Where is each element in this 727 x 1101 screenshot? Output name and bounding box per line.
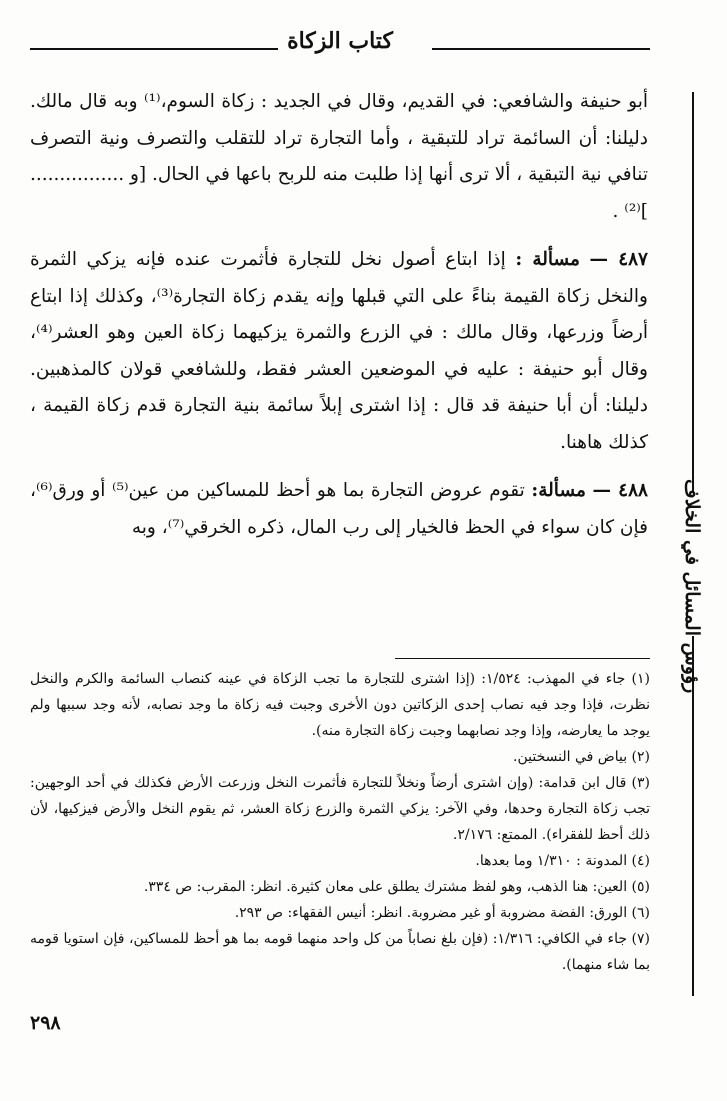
footnote-5: (٥) العين: هنا الذهب، وهو لفظ مشترك يطلق على معان كثيرة. انظر: المقرب: ص ٣٣٤. <box>143 879 650 895</box>
footnote-1: (١) جاء في المهذب: ١/٥٢٤: (إذا اشترى للتجارة ما تجب الزكاة في عينه كنصاب السائمة والكرم والنخل نظرت، فإذا وجد فيه نصاب إحدى الزكاتين دون الأخرى وجبت فيه زكاة ما وجد نصابه، لأنه وجد سببها ولم يوجد ما يعارضه، وإذا وجد نصابهما وجبت زكاة التجارة منه). <box>30 671 650 739</box>
footnote-2: (٢) بياض في النسختين. <box>513 749 650 765</box>
chapter-title: كتاب الزكاة <box>287 28 393 54</box>
question-488 <box>30 473 648 546</box>
question-487-number: ٤٨٧ — <box>589 249 648 270</box>
intro-paragraph: أبو حنيفة والشافعي: في القديم، وقال في الجديد : زكاة السوم،⁽¹⁾ وبه قال مالك. دليلنا: أن السائمة تراد للتبقية ، وأما التجارة تراد للتقلب والتصرف ونية التصرف تنافي نية التبقية ، ألا ترى أنها إذا طلبت منه للربح باعها في الحال. [و ................ ]⁽²⁾ . <box>30 91 648 222</box>
main-text <box>30 84 648 558</box>
book-title-vertical <box>678 478 706 694</box>
footnote-4: (٤) المدونة : ١/٣١٠ وما بعدها. <box>475 853 650 869</box>
footnote-6: (٦) الورق: الفضة مضروبة أو غير مضروبة. انظر: أنيس الفقهاء: ص ٢٩٣. <box>234 905 650 921</box>
footnote-3: (٣) قال ابن قدامة: (وإن اشترى أرضاً ونخلاً للتجارة فأثمرت النخل وزرعت الأرض فكذلك في أحد الوجهين: تجب زكاة التجارة وحدها، وفي الآخر: يزكي الثمرة والزرع زكاة العشر، ثم يقوم النخل والأرض فيزكيها، لأن ذلك أحظ للفقراء). الممتع: ٢/١٧٦. <box>30 775 650 843</box>
header-rule-right <box>432 48 650 50</box>
question-487-text: إذا ابتاع أصول نخل للتجارة فأثمرت عنده فإنه يزكي الثمرة والنخل زكاة القيمة بناءً على التي قبلها وإنه يقدم زكاة التجارة⁽³⁾، وكذلك إذا ابتاع أرضاً وزرعها، وقال مالك : في الزرع والثمرة يزكيهما زكاة العين وهو العشر⁽⁴⁾، وقال أبو حنيفة : عليه في الموضعين العشر فقط، وللشافعي قولان كالمذهبين. دليلنا: أن أبا حنيفة قد قال : إذا اشترى إبلاً سائمة بنية التجارة قدم زكاة القيمة ، كذلك هاهنا. <box>30 249 648 453</box>
question-488-number: ٤٨٨ — <box>592 480 648 501</box>
question-488-label: مسألة: <box>531 480 586 501</box>
question-487 <box>30 242 648 461</box>
footnotes <box>30 666 650 978</box>
running-header <box>30 28 650 64</box>
footnote-7: (٧) جاء في الكافي: ١/٣١٦: (فإن بلغ نصاباً من كل واحد منهما قومه بما هو أحظ للمساكين، فإن استويا قومه بما شاء منهما). <box>30 931 651 973</box>
side-rule-top <box>692 92 694 492</box>
question-487-label: مسألة : <box>515 249 580 270</box>
question-488-text: تقوم عروض التجارة بما هو أحظ للمساكين من عين⁽⁵⁾ أو ورق⁽⁶⁾، فإن كان سواء في الحظ فالخيار إلى رب المال، ذكره الخرقي⁽⁷⁾، وبه <box>30 480 648 538</box>
page-number: ٢٩٨ <box>30 1012 61 1034</box>
footnote-separator <box>395 658 650 659</box>
book-title-text: رؤوس المسائل في الخلاف <box>681 478 703 694</box>
side-rule-bottom <box>692 636 694 996</box>
